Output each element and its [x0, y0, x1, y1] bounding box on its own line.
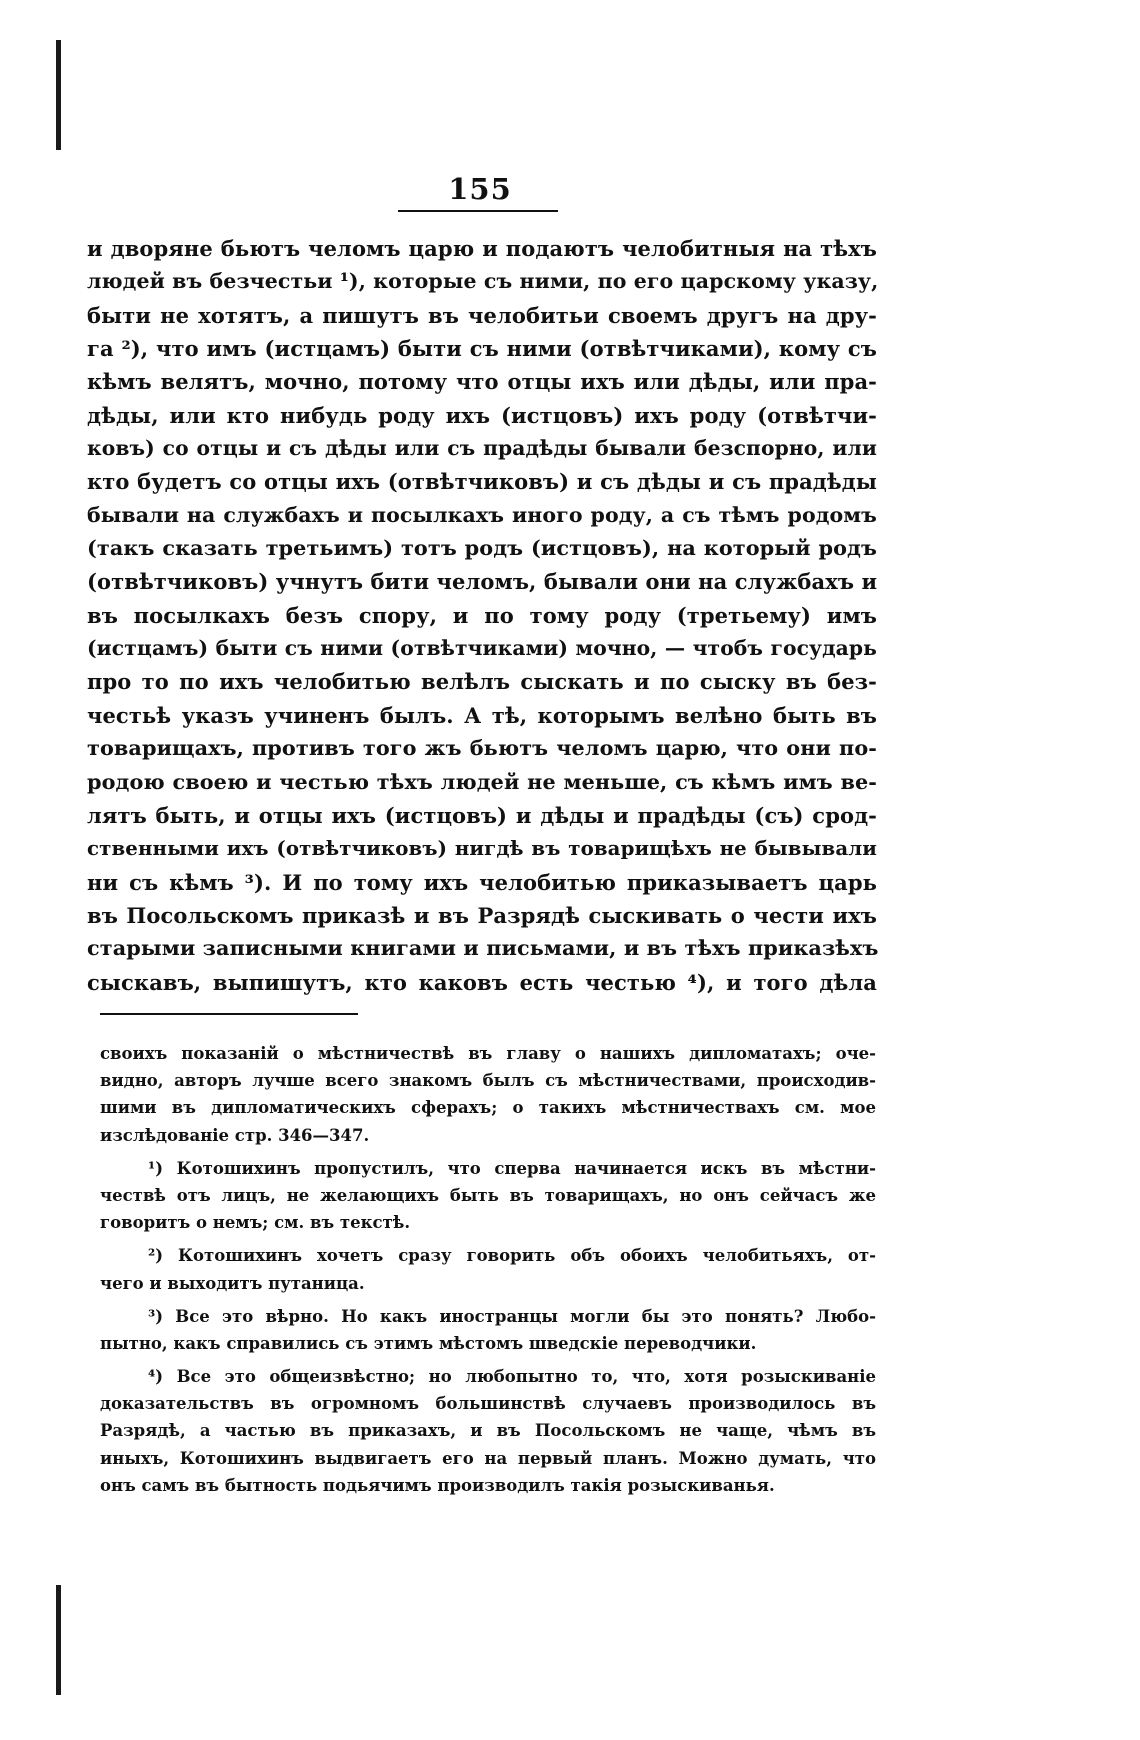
footnote-line: пытно, какъ справились съ этимъ мѣстомъ шведскіе переводчики.: [100, 1333, 757, 1353]
main-text-line: ственными ихъ (отвѣтчиковъ) нигдѣ въ товарищѣхъ не бывывали: [87, 836, 877, 861]
main-text-line: старыми записными книгами и письмами, и въ тѣхъ приказѣхъ: [87, 936, 879, 961]
footnote-line: ³) Все это вѣрно. Но какъ иностранцы могли бы это понять? Любо-: [148, 1306, 876, 1326]
main-text-line: и дворяне бьютъ челомъ царю и подаютъ челобитныя на тѣхъ: [87, 236, 877, 261]
footnote-line: говоритъ о немъ; см. въ текстѣ.: [100, 1213, 411, 1233]
main-text-line: быти не хотятъ, а пишутъ въ челобитьи своемъ другъ на дру-: [87, 302, 877, 328]
footnote-line: чествѣ отъ лицъ, не желающихъ быть въ товарищахъ, но онъ сейчасъ же: [100, 1185, 876, 1205]
footnote-continuation: [100, 1040, 876, 1149]
footnote-3: [100, 1303, 876, 1357]
footnote-line: изслѣдованіе стр. 346—347.: [100, 1125, 370, 1145]
footnote-line: своихъ показаній о мѣстничествѣ въ главу о нашихъ дипломатахъ; оче-: [100, 1044, 876, 1063]
page-number-underline: [398, 210, 558, 212]
footnote-line: доказательствъ въ огромномъ большинствѣ случаевъ производилось въ: [100, 1394, 876, 1414]
footnote-1: [100, 1155, 876, 1237]
footnote-line: ⁴) Все это общеизвѣстно; но любопытно то, что, хотя розыскиваніе: [148, 1367, 876, 1387]
main-text-line: людей въ безчестьи ¹), которые съ ними, по его царскому указу,: [87, 269, 879, 294]
footnote-4: [100, 1363, 876, 1499]
main-text-block: [87, 232, 877, 999]
footnotes-block: [100, 1040, 876, 1499]
main-text-line: товарищахъ, противъ того жъ бьютъ челомъ царю, что они по-: [87, 736, 877, 761]
footnote-separator: [100, 1013, 358, 1015]
main-text-line: (такъ сказать третьимъ) тотъ родъ (истцовъ), на который родъ: [87, 536, 877, 561]
main-text-line: (отвѣтчиковъ) учнутъ бити челомъ, бывали они на службахъ и: [87, 569, 878, 595]
main-text-line: въ посылкахъ безъ спору, и по тому роду (третьему) имъ: [87, 602, 877, 628]
main-text-line: ни съ кѣмъ ³). И по тому ихъ челобитью приказываетъ царь: [87, 869, 877, 895]
footnote-line: видно, авторъ лучше всего знакомъ былъ съ мѣстничествами, происходив-: [100, 1071, 876, 1091]
main-text-line: про то по ихъ челобитью велѣлъ сыскать и по сыску въ без-: [87, 669, 877, 695]
main-text-line: сыскавъ, выпишутъ, кто каковъ есть честью ⁴), и того дѣла: [87, 969, 877, 995]
main-text-line: (истцамъ) быти съ ними (отвѣтчиками) мочно, — чтобъ государь: [87, 636, 877, 661]
main-text-line: кѣмъ велятъ, мочно, потому что отцы ихъ или дѣды, или пра-: [87, 369, 877, 395]
footnote-2: [100, 1242, 876, 1296]
footnote-line: ²) Котошихинъ хочетъ сразу говорить объ обоихъ челобитьяхъ, от-: [148, 1246, 876, 1266]
main-text-line: кто будетъ со отцы ихъ (отвѣтчиковъ) и съ дѣды и съ прадѣды: [87, 469, 877, 495]
scan-edge-mark-bottom: [56, 1585, 61, 1695]
footnote-line: шими въ дипломатическихъ сферахъ; о такихъ мѣстничествахъ см. мое: [100, 1098, 876, 1118]
main-text-line: въ Посольскомъ приказѣ и въ Разрядѣ сыскивать о чести ихъ: [87, 902, 877, 928]
main-text-line: га ²), что имъ (истцамъ) быти съ ними (отвѣтчиками), кому съ: [87, 336, 877, 362]
footnote-line: Разрядѣ, а частью въ приказахъ, и въ Посольскомъ не чаще, чѣмъ въ: [100, 1421, 876, 1441]
footnote-line: онъ самъ въ бытность подьячимъ производилъ такія розыскиванья.: [100, 1475, 775, 1495]
page-number: 155: [448, 172, 512, 206]
footnote-line: ¹) Котошихинъ пропустилъ, что сперва начинается искъ въ мѣстни-: [148, 1158, 876, 1178]
main-text-line: дѣды, или кто нибудь роду ихъ (истцовъ) ихъ роду (отвѣтчи-: [87, 402, 877, 428]
main-text-line: родою своею и честью тѣхъ людей не меньше, съ кѣмъ имъ ве-: [87, 769, 877, 794]
main-text-line: честьѣ указъ учиненъ былъ. А тѣ, которымъ велѣно быть въ: [87, 702, 877, 728]
footnote-line: чего и выходитъ путаница.: [100, 1273, 365, 1293]
main-text-line: лятъ быть, и отцы ихъ (истцовъ) и дѣды и прадѣды (съ) срод-: [87, 802, 877, 828]
scan-edge-mark-top: [56, 40, 61, 150]
footnote-line: иныхъ, Котошихинъ выдвигаетъ его на первый планъ. Можно думать, что: [100, 1448, 876, 1468]
main-text-line: бывали на службахъ и посылкахъ иного роду, а съ тѣмъ родомъ: [87, 502, 877, 527]
main-text-line: ковъ) со отцы и съ дѣды или съ прадѣды бывали безспорно, или: [87, 436, 877, 461]
